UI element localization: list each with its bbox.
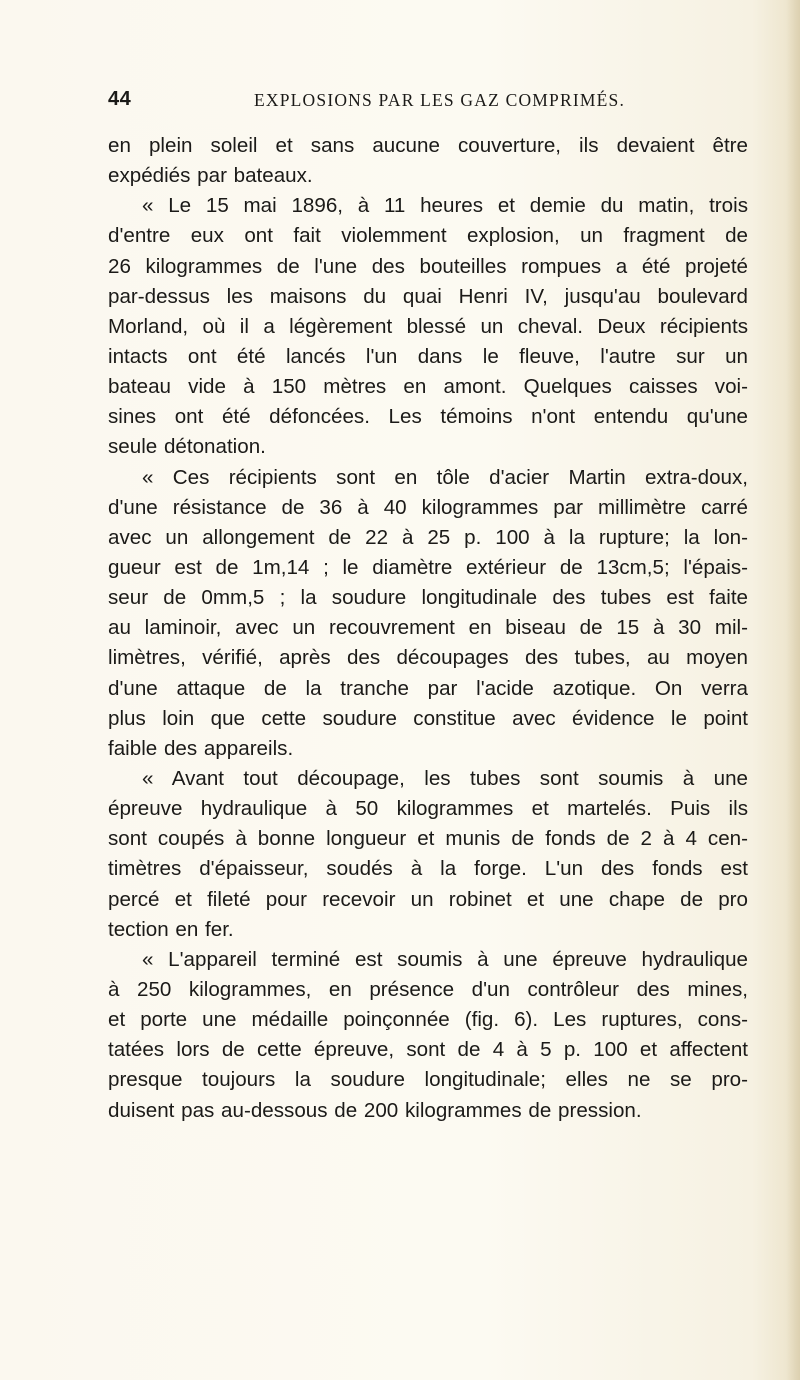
text-line: sines ont été défoncées. Les témoins n'ont entendu qu'une xyxy=(108,405,748,429)
text-line: faible des appareils. xyxy=(108,736,294,760)
text-line: « Ces récipients sont en tôle d'acier Martin extra-doux, xyxy=(142,465,748,489)
text-line: épreuve hydraulique à 50 kilogrammes et martelés. Puis ils xyxy=(108,797,748,821)
text-line: « Avant tout découpage, les tubes sont soumis à une xyxy=(142,766,748,790)
text-line: d'entre eux ont fait violemment explosion, un fragment de xyxy=(108,224,748,248)
text-line: et porte une médaille poinçonnée (fig. 6). Les ruptures, cons- xyxy=(108,1008,748,1032)
text-line: Morland, où il a légèrement blessé un cheval. Deux récipients xyxy=(108,314,748,338)
text-line: seur de 0mm,5 ; la soudure longitudinale des tubes est faite xyxy=(108,586,748,610)
text-line: d'une attaque de la tranche par l'acide azotique. On verra xyxy=(108,676,748,700)
text-line: par-dessus les maisons du quai Henri IV, jusqu'au boulevard xyxy=(108,284,748,308)
text-line: « L'appareil terminé est soumis à une épreuve hydraulique xyxy=(142,947,748,971)
text-line: expédiés par bateaux. xyxy=(108,164,313,188)
text-line: percé et fileté pour recevoir un robinet et une chape de pro xyxy=(108,887,748,911)
page-edge-shadow xyxy=(786,0,800,1380)
text-line: tection en fer. xyxy=(108,917,234,941)
text-line: gueur est de 1m,14 ; le diamètre extérieur de 13cm,5; l'épais- xyxy=(108,555,748,579)
page-number: 44 xyxy=(108,88,132,110)
text-line: tatées lors de cette épreuve, sont de 4 à 5 p. 100 et affectent xyxy=(108,1038,748,1062)
text-line: en plein soleil et sans aucune couverture, ils devaient être xyxy=(108,134,748,157)
text-line: timètres d'épaisseur, soudés à la forge. L'un des fonds est xyxy=(108,857,748,881)
text-line: à 250 kilogrammes, en présence d'un contrôleur des mines, xyxy=(108,977,748,1001)
text-line: « Le 15 mai 1896, à 11 heures et demie du matin, trois xyxy=(142,194,748,218)
text-line: sont coupés à bonne longueur et munis de fonds de 2 à 4 cen- xyxy=(108,827,748,851)
text-line: bateau vide à 150 mètres en amont. Quelques caisses voi- xyxy=(108,375,748,399)
text-line: duisent pas au-dessous de 200 kilogrammes de pression. xyxy=(108,1098,642,1122)
text-line: seule détonation. xyxy=(108,435,266,459)
running-head xyxy=(108,88,748,118)
text-line: d'une résistance de 36 à 40 kilogrammes par millimètre carré xyxy=(108,495,748,519)
text-line: presque toujours la soudure longitudinale; elles ne se pro- xyxy=(108,1068,748,1092)
running-title: EXPLOSIONS PAR LES GAZ COMPRIMÉS. xyxy=(254,90,626,110)
body-text xyxy=(108,131,748,1126)
text-line: au laminoir, avec un recouvrement en biseau de 15 à 30 mil- xyxy=(108,616,748,640)
text-line: plus loin que cette soudure constitue avec évidence le point xyxy=(108,706,748,730)
text-line: limètres, vérifié, après des découpages des tubes, au moyen xyxy=(108,646,748,670)
text-line: intacts ont été lancés l'un dans le fleuve, l'autre sur un xyxy=(108,344,748,368)
text-line: 26 kilogrammes de l'une des bouteilles rompues a été projeté xyxy=(108,254,748,278)
text-line: avec un allongement de 22 à 25 p. 100 à la rupture; la lon- xyxy=(108,525,748,549)
